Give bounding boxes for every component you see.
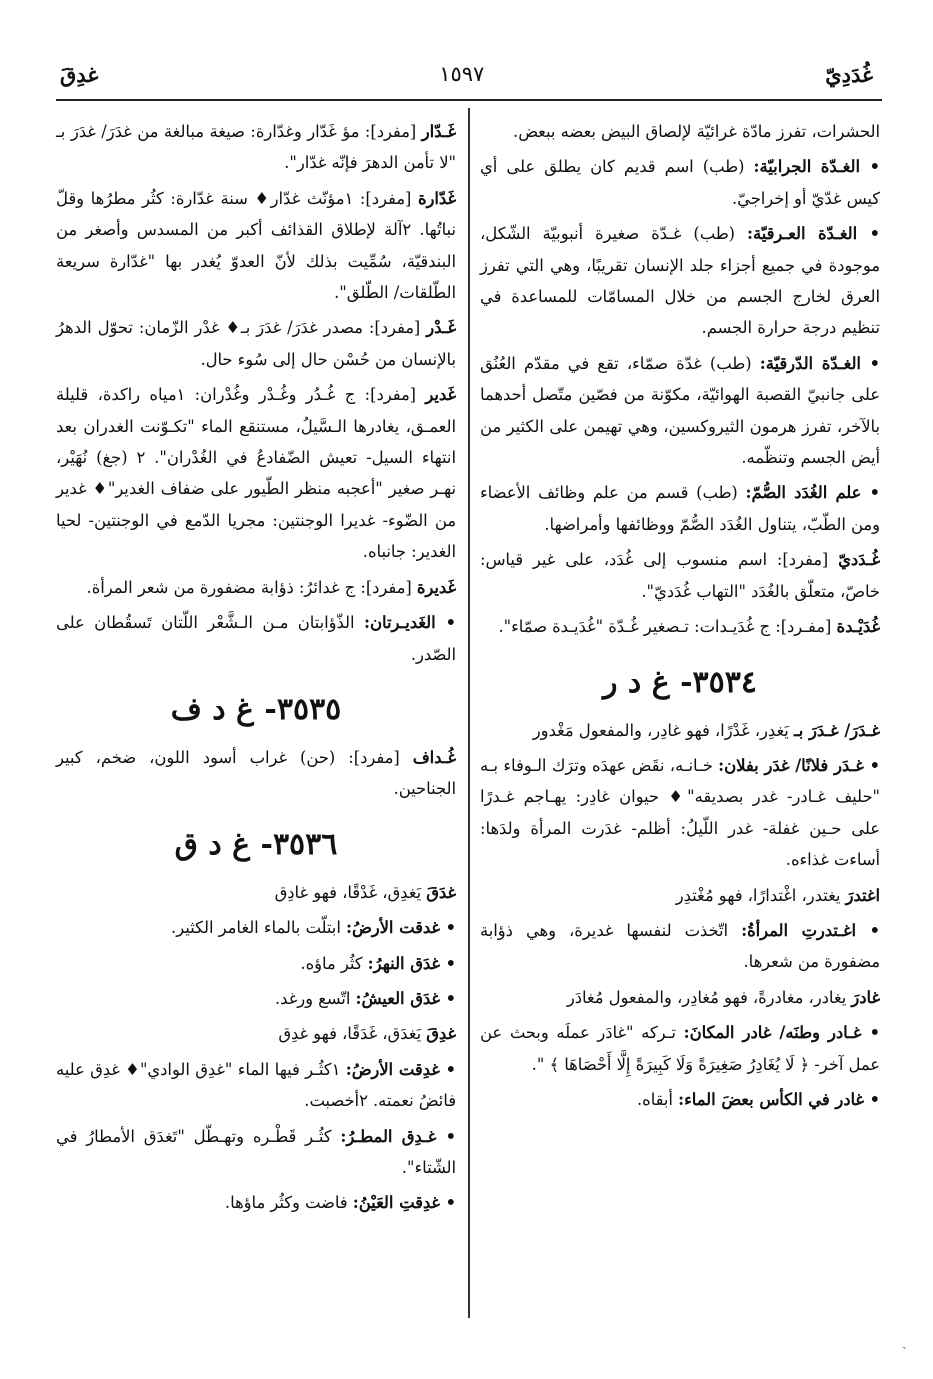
entry-definition: [مفرد]: ج غدائرُ: ذؤابة مضفورة من شعر المرأة. [86, 577, 417, 597]
section-heading: ٣٥٣٥- غ د ف [170, 691, 342, 727]
entry-definition: كثُـر قَطْـره وتهـطّل "تَغدَق الأمطارُ في الشّتاء". [56, 1126, 456, 1177]
entry-headword: • غدَق العيشُ: [355, 988, 456, 1008]
entry-definition: خـانـه، نقَض عهدَه وترَك الـوفاء بـه "حليف غـادر- غدر بصديقه"♦ حيوان غادِر: يهـاجم غـدرًا على حـين غفلة- غدر اللّيلُ: أظلم- غدَرت المرأة ولدَها: أساءت غذاءه. [480, 755, 880, 870]
entry-definition: يغادر، مغادرةً، فهو مُغادِر، والمفعول مُغادَر [566, 987, 852, 1007]
entry-definition: اتّخذت لنفسها غديرة، وهي ذؤابة مضفورة من شعرها. [480, 920, 880, 972]
entry-definition: (طب) اسم قديم كان يطلق على أي كيس غدّيّ أو إخراجيّ. [480, 157, 880, 208]
entry-definition: (طب) قسم من علم وظائف الأعضاء ومن الطّبّ، يتناول الغُدَد الصُّمّ ووظائفها وأمراضها. [480, 483, 880, 534]
entry-headword: غَـدْر [426, 318, 456, 338]
entry-definition: ١كثُـر فيها الماء "غدِق الوادي"♦ غدِق عليه فائضُ نعمته. ٢أخصبت. [56, 1059, 456, 1111]
section-heading: ٣٥٣٤- غ د ر [603, 664, 757, 700]
header-rule [56, 99, 882, 101]
entry-definition: كثُر ماؤه. [300, 953, 368, 973]
entry-definition: (طب) غدّة صمّاء، تقع في مقدّم العُنُق على جانبيّ القصبة الهوائيّة، مكوّنة من فصّين متّصل أحدهما بالآخر، تفرز هرمون الثيروكسين، وهي تهيمن على الكثير من أيض الجسم وتنظّمه. [480, 353, 880, 468]
entry-definition: [مفرد]: ١مؤنّث غدّار♦ سنة غدّارة: كثُر مطرُها وقلّ نباتُها. ٢آلة لإطلاق القذائف أكبر من المسدس وأصغر من البندقيّة، سُمِّيت بذلك لأنّ العدوّ يُغدر بها "غدّارة سريعة الطّلقات/ الطّلق". [56, 188, 456, 303]
entry-definition: [مفـرد]: ج غُدَيـدات: تـصغير غُـدّة "غُدَيـدة صمّاء". [498, 617, 837, 637]
dictionary-entry [56, 948, 456, 979]
entry-definition: أبقاه. [637, 1089, 679, 1109]
dictionary-entry [480, 750, 880, 876]
dictionary-entry [56, 379, 456, 567]
entry-headword: • الغَديـرتان: [364, 613, 457, 633]
entry-headword: غدَقَ [426, 882, 456, 902]
dictionary-entry [480, 477, 880, 540]
entry-definition: الحشرات، تفرز مادّة غرائيّة لإلصاق البيض بعضه ببعض. [513, 122, 880, 141]
entry-headword: غَـدّار [421, 122, 456, 141]
dictionary-entry [56, 607, 456, 670]
entry-headword: • غدَق النهرُ: [367, 953, 456, 973]
dictionary-entry [480, 611, 880, 642]
running-headword-left: غدِقَ [60, 61, 99, 87]
entry-headword: غُـدَديّ [838, 550, 880, 570]
dictionary-entry [480, 348, 880, 474]
entry-definition: الذّؤابتان مـن الـشَّعْر اللّتان تَسقُطان على الصّدر. [56, 613, 456, 664]
dictionary-entry [56, 1121, 456, 1184]
entry-headword: غدِقَ [426, 1024, 456, 1044]
entry-definition: فاضت وكثُر ماؤها. [224, 1193, 353, 1213]
section-heading: ٣٥٣٦- غ د ق [174, 826, 338, 862]
entry-headword: اغتدرَ [845, 885, 880, 905]
entry-headword: • غـدَر فلانًا/ غدَر بفلان: [718, 755, 880, 775]
left-column [56, 112, 456, 1219]
entry-headword: • الغـدّة الدّرقيّة: [759, 353, 880, 373]
entry-definition: يَغدَق، غَدَقًا، فهو غدِق [278, 1024, 427, 1044]
dictionary-entry [480, 880, 880, 911]
entry-headword: • الغـدّة الجرابيّة: [753, 157, 880, 177]
entry-headword: • غادر في الكأس بعضَ الماء: [678, 1089, 880, 1109]
entry-headword: • غدقت الأرضُ: [346, 918, 456, 938]
dictionary-entry [56, 1054, 456, 1117]
entry-headword: • غدِقت الأرضُ: [345, 1059, 456, 1079]
entry-headword: • علم الغُدَد الصُّمّ: [745, 483, 880, 503]
dictionary-entry [480, 116, 880, 147]
entry-definition: اتّسع ورغد. [274, 988, 356, 1008]
entry-headword: غـدَرَ/ غـدَرَ بـ [794, 720, 880, 740]
dictionary-entry [480, 915, 880, 978]
entry-headword: غَدير [425, 385, 456, 405]
entry-definition: [مفرد]: مصدر غدَرَ/ غدَرَ بـ♦ غدْر الزّمان: تحوّل الدهرُ بالإنسان من حُسْن حال إلى سُوء حال. [56, 318, 456, 369]
entry-headword: غَديرة [416, 577, 456, 597]
dictionary-entry [56, 1018, 456, 1049]
entry-definition: [مفرد]: اسم منسوب إلى غُدَد، على غير قياس: خاصّ، متعلّق بالغُدَد "التهاب غُدَديّ". [480, 550, 880, 601]
dictionary-entry [480, 1084, 880, 1115]
entry-definition: [مفرد]: ج غُـدُر وغُـدْر وغُدْران: ١مياه راكدة، قليلة العمـق، يغادرها الـسَّيلُ، مستنقع الماء "تكـوّنت الغدران بعد انتهاء السيل- تعيش الضّفادعُ في الغُدْران". ٢ (جغ) نُهَيْر، نهـر صغير "أعجبه منظر الطّيور على ضفاف الغدير"♦ غدير من الضّوء- غديرا الوجنتين: مجريا الدّمع في الوجنتين- لحيا الغدير: جانباه. [56, 385, 456, 562]
entry-definition: [مفرد]: مؤ غَدّار وغدّارة: صيغة مبالغة من غدَرَ/ غدَرَ بـ "لا تأمن الدهرَ فإنّه غدّار". [56, 122, 456, 173]
entry-definition: يَغدِق، غَدْقًا، فهو غادِق [274, 882, 427, 902]
entry-headword: • غـدِق المطـرُ: [340, 1126, 456, 1146]
entry-headword: • غـادر وطنَه/ غادر المكانَ: [683, 1023, 880, 1043]
entry-definition: تـركه "غادَر عملَه وبحث عن عمل آخر- ﴿ لَا يُغَادِرُ صَغِيرَةً وَلَا كَبِيرَةً إِلَّا أَحْصَاهَا ﴾ ". [480, 1023, 880, 1074]
dictionary-entry [56, 312, 456, 375]
dictionary-entry [480, 982, 880, 1013]
dictionary-entry [480, 1017, 880, 1080]
running-headword-right: غُدَدِيّ [825, 61, 873, 87]
dictionary-entry [480, 151, 880, 214]
entry-headword: غادرَ [851, 987, 880, 1007]
page-mark: ˏ [902, 1334, 907, 1350]
entry-definition: يغتدر، اغْتدارًا، فهو مُغْتدِر [675, 885, 846, 905]
entry-headword: غُـداف [412, 747, 456, 767]
entry-definition: (طب) غـدّة صغيرة أنبوبيّة الشّكل، موجودة في جميع أجزاء جلد الإنسان تقريبًا، وهي التي تفرز العرق لخارج الجسم من خلال المسامّات للمساعدة في تنظيم درجة حرارة الجسم. [480, 224, 880, 338]
dictionary-entry [56, 877, 456, 908]
right-column [480, 112, 880, 1115]
entry-headword: • الغـدّة العـرقيّة: [746, 224, 880, 244]
dictionary-entry [56, 912, 456, 943]
entry-definition: يَغدِر، غَدْرًا، فهو غادِر، والمفعول مَغْدور [532, 720, 795, 740]
entry-definition: [مفرد]: (حن) غراب أسود اللون، ضخم، كبير الجناحين. [56, 747, 456, 799]
dictionary-entry [56, 742, 456, 805]
dictionary-entry [56, 1187, 456, 1218]
dictionary-entry [56, 116, 456, 179]
dictionary-entry [56, 983, 456, 1014]
entry-definition: ابتلّت بالماء الغامر الكثير. [171, 918, 347, 938]
column-divider [468, 108, 470, 1318]
entry-headword: • اغـتدرتِ المرأةُ: [741, 920, 880, 940]
dictionary-entry [480, 544, 880, 607]
dictionary-entry [56, 572, 456, 603]
dictionary-entry [56, 183, 456, 309]
dictionary-entry [480, 218, 880, 344]
entry-headword: غَدّارة [418, 188, 456, 208]
dictionary-entry [480, 715, 880, 746]
page-number: ١٥٩٧ [439, 62, 485, 86]
entry-headword: • غدِقتِ العَيْنُ: [352, 1193, 456, 1213]
page-header [60, 56, 873, 92]
entry-headword: غُدَيْـدة [836, 617, 880, 637]
